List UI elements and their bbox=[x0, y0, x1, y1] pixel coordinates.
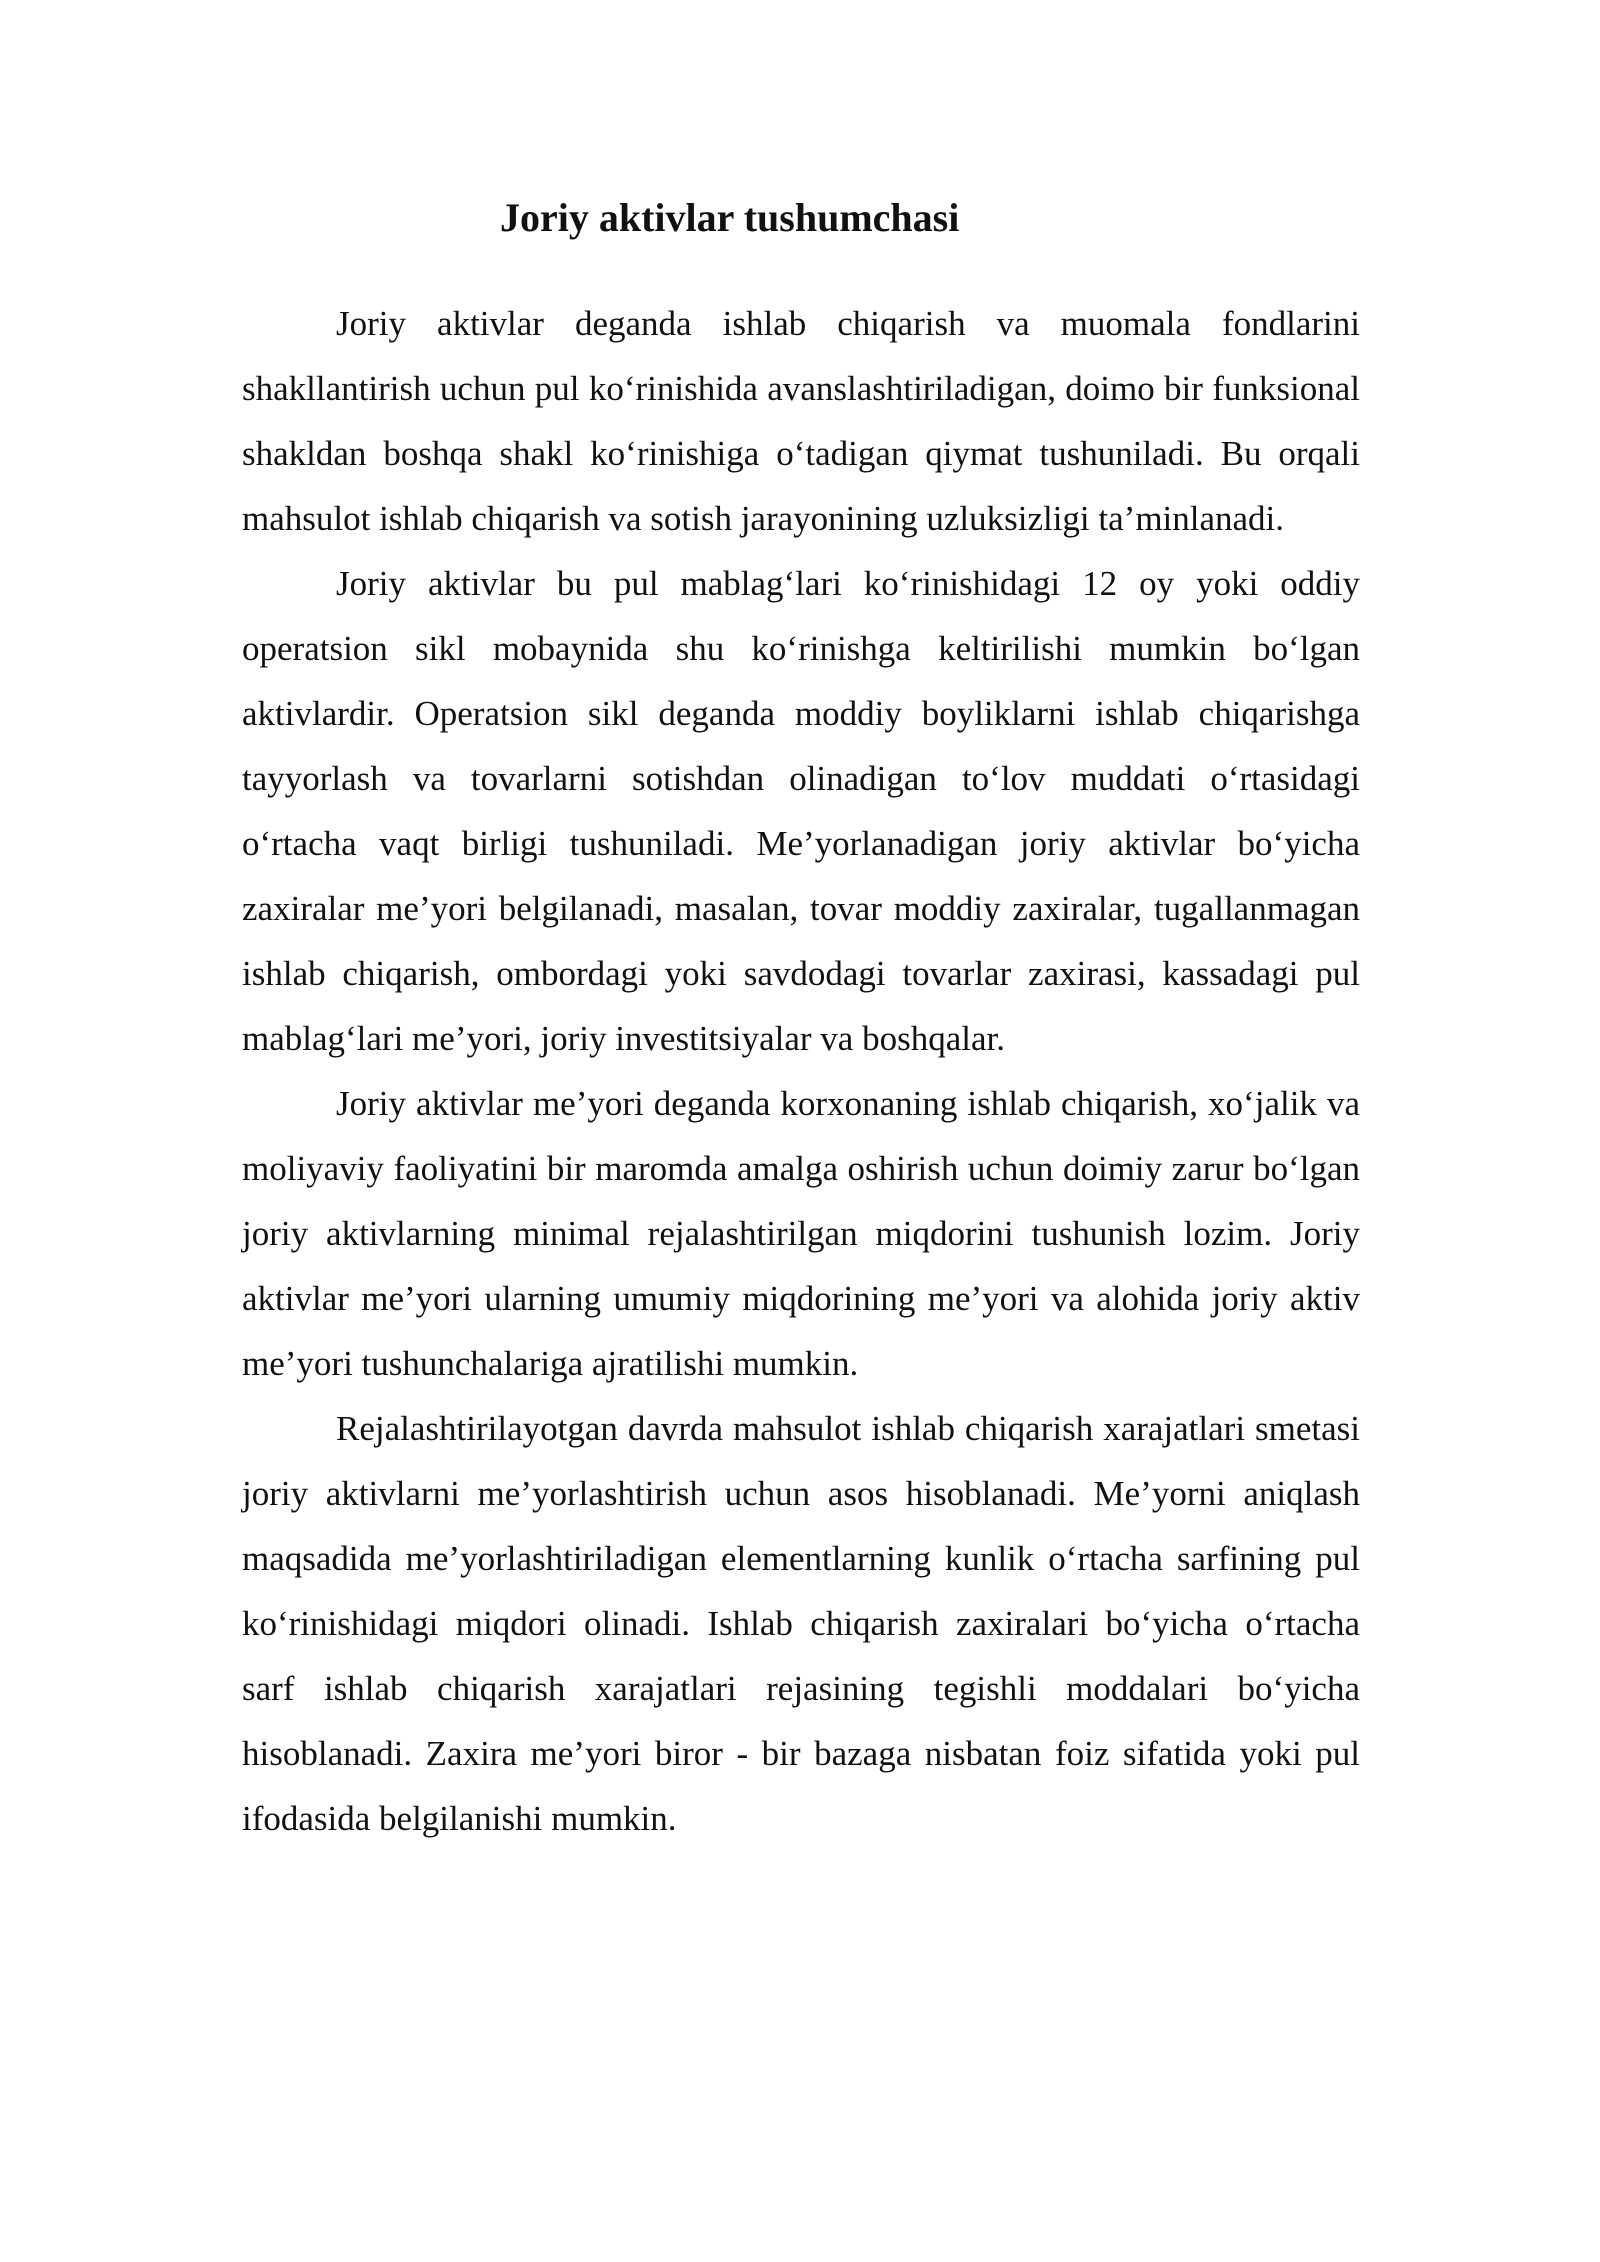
paragraph: Rejalashtirilayotgan davrda mahsulot ishlab chiqarish xarajatlari smetasi joriy aktivlarni me’yorlashtirish uchun asos hisoblanadi. Me’yorni aniqlash maqsadida me’yorlashtiriladigan elementlarning kunlik o‘rtacha sarfining pul ko‘rinishidagi miqdori olinadi. Ishlab chiqarish zaxiralari bo‘yicha o‘rtacha sarf ishlab chiqarish xarajatlari rejasining tegishli moddalari bo‘yicha hisoblanadi. Zaxira me’yori biror - bir bazaga nisbatan foiz sifatida yoki pul ifodasida belgilanishi mumkin. bbox=[242, 1409, 1360, 1838]
paragraph: Joriy aktivlar deganda ishlab chiqarish va muomala fondlarini shakllantirish uchun pul ko‘rinishida avanslashtiriladigan, doimo bir funksional shakldan boshqa shakl ko‘rinishiga o‘tadigan qiymat tushuniladi. Bu orqali mahsulot ishlab chiqarish va sotish jarayonining uzluksizligi ta’minlanadi. bbox=[242, 304, 1360, 538]
paragraph: Joriy aktivlar bu pul mablag‘lari ko‘rinishidagi 12 oy yoki oddiy operatsion sikl mobaynida shu ko‘rinishga keltirilishi mumkin bo‘lgan aktivlardir. Operatsion sikl deganda moddiy boyliklarni ishlab chiqarishga tayyorlash va tovarlarni sotishdan olinadigan to‘lov muddati o‘rtasidagi o‘rtacha vaqt birligi tushuniladi. Me’yorlanadigan joriy aktivlar bo‘yicha zaxiralar me’yori belgilanadi, masalan, tovar moddiy zaxiralar, tugallanmagan ishlab chiqarish, ombordagi yoki savdodagi tovarlar zaxirasi, kassadagi pul mablag‘lari me’yori, joriy investitsiyalar va boshqalar. bbox=[242, 564, 1360, 1058]
document-body bbox=[242, 291, 1360, 1851]
paragraph: Joriy aktivlar me’yori deganda korxonaning ishlab chiqarish, xo‘jalik va moliyaviy faoliyatini bir maromda amalga oshirish uchun doimiy zarur bo‘lgan joriy aktivlarning minimal rejalashtirilgan miqdorini tushunish lozim. Joriy aktivlar me’yori ularning umumiy miqdorining me’yori va alohida joriy aktiv me’yori tushunchalariga ajratilishi mumkin. bbox=[242, 1084, 1360, 1383]
document-title: Joriy aktivlar tushumchasi bbox=[500, 195, 960, 240]
